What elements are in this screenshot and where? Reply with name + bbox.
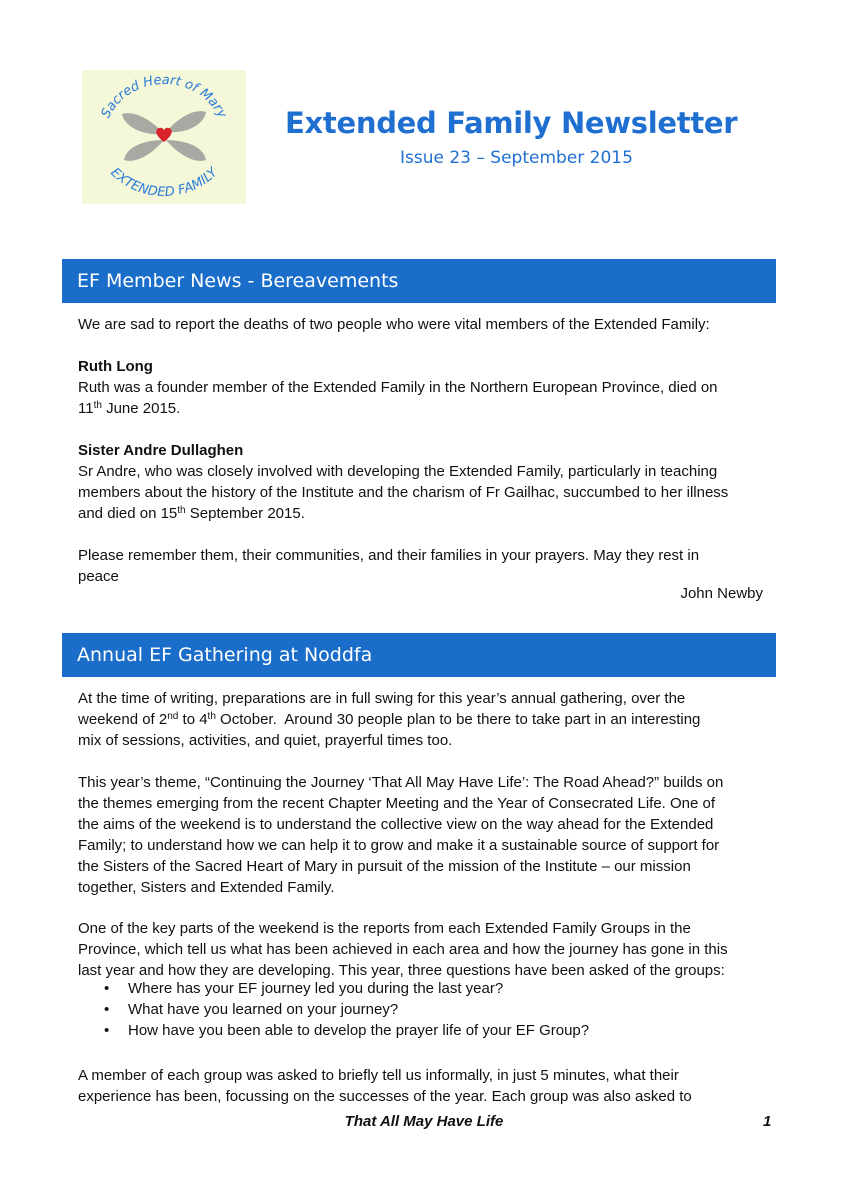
text-c: October. Around 30 people plan to be there to take part in an interesting [215, 711, 701, 728]
date-suffix: th [207, 711, 216, 722]
gathering-p2-line5: the Sisters of the Sacred Heart of Mary in pursuit of the mission of the Institute – our mission [78, 858, 691, 875]
text-start: and died on 15 [78, 505, 178, 522]
signature: John Newby [680, 585, 763, 602]
gathering-p1-line1: At the time of writing, preparations are in full swing for this year’s annual gathering, over the [78, 690, 686, 707]
person-name-ruth: Ruth Long [78, 358, 153, 375]
gathering-p4-line2: experience has been, focussing on the successes of the year. Each group was also asked to [78, 1088, 692, 1105]
sacred-heart-logo [82, 70, 246, 204]
bereavement-intro: We are sad to report the deaths of two people who were vital members of the Extended Family: [78, 316, 710, 333]
person-text-andre-1: Sr Andre, who was closely involved with developing the Extended Family, particularly in teaching [78, 463, 718, 480]
gathering-p3-line1: One of the key parts of the weekend is the reports from each Extended Family Groups in the [78, 920, 691, 937]
date-rest: June 2015. [101, 400, 181, 417]
section-heading-text: EF Member News - Bereavements [77, 270, 399, 292]
gathering-p2-line1: This year’s theme, “Continuing the Journey ‘That All May Have Life’: The Road Ahead?” builds on [78, 774, 724, 791]
heart-icon [156, 128, 171, 142]
section-heading-gathering [62, 633, 776, 677]
date-day: 11 [78, 400, 94, 417]
gathering-p1-line3: mix of sessions, activities, and quiet, prayerful times too. [78, 732, 453, 749]
text-end: September 2015. [185, 505, 305, 522]
svg-text:Sacred Heart of Mary: Sacred Heart of Mary [98, 72, 230, 121]
newsletter-title: Extended Family Newsletter [285, 106, 738, 140]
svg-text:EXTENDED FAMILY: EXTENDED FAMILY [107, 165, 221, 201]
text-a: weekend of 2 [78, 711, 168, 728]
section-heading-bereavements [62, 259, 776, 303]
list-item: • What have you learned on your journey? [104, 999, 764, 1020]
person-text-andre-3 [78, 503, 778, 524]
questions-list [104, 978, 764, 1041]
gathering-p2-line4: Family; to understand how we can help it to grow and make it a sustainable source of support for [78, 837, 720, 854]
page-number: 1 [763, 1113, 772, 1130]
date-suffix: nd [167, 711, 179, 722]
gathering-p4-line1: A member of each group was asked to briefly tell us informally, in just 5 minutes, what their [78, 1067, 679, 1084]
footer-motto: That All May Have Life [344, 1113, 504, 1130]
person-name-andre: Sister Andre Dullaghen [78, 442, 244, 459]
section-heading-text: Annual EF Gathering at Noddfa [77, 644, 373, 666]
text-b: to 4 [178, 711, 208, 728]
person-date-ruth [78, 398, 778, 419]
person-text-andre-2: members about the history of the Institute and the charism of Fr Gailhac, succumbed to her illness [78, 484, 729, 501]
issue-subtitle: Issue 23 – September 2015 [400, 148, 633, 168]
prayer-line-2: peace [78, 568, 119, 585]
person-text-ruth: Ruth was a founder member of the Extended Family in the Northern European Province, died on [78, 379, 718, 396]
list-item: • How have you been able to develop the prayer life of your EF Group? [104, 1020, 764, 1041]
gathering-p2-line2: the themes emerging from the recent Chapter Meeting and the Year of Consecrated Life. One of [78, 795, 716, 812]
gathering-p2-line6: together, Sisters and Extended Family. [78, 879, 335, 896]
prayer-line-1: Please remember them, their communities, and their families in your prayers. May they rest in [78, 547, 700, 564]
gathering-p3-line2: Province, which tell us what has been achieved in each area and how the journey has gone in this [78, 941, 728, 958]
gathering-p3-line3: last year and how they are developing. This year, three questions have been asked of the groups: [78, 962, 725, 979]
date-suffix: th [93, 400, 102, 411]
gathering-p1-line2 [78, 709, 778, 730]
gathering-p2-line3: the aims of the weekend is to understand the collective view on the way ahead for the Extended [78, 816, 714, 833]
list-item: • Where has your EF journey led you during the last year? [104, 978, 764, 999]
date-suffix: th [177, 505, 186, 516]
